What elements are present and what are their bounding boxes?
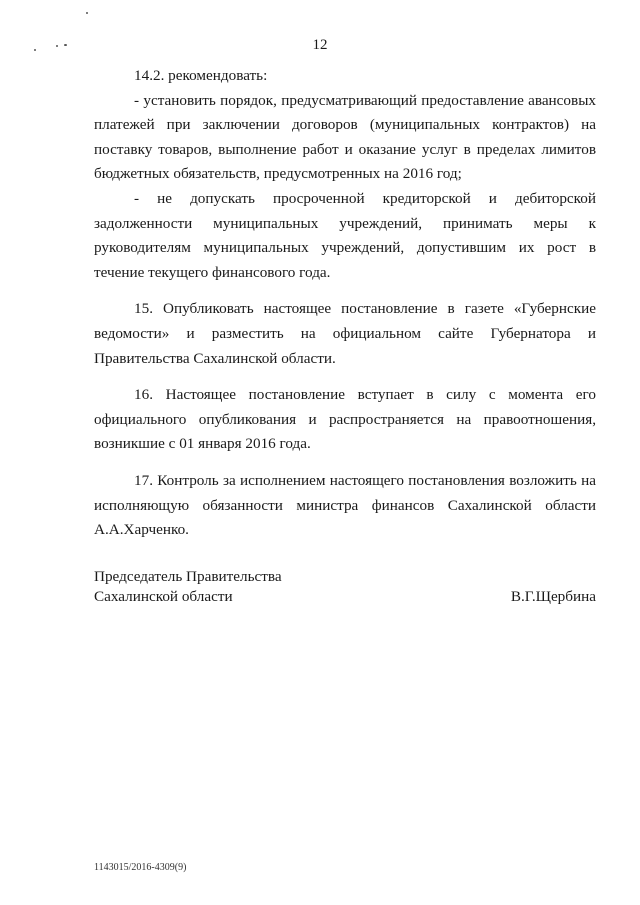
page-number: 12 <box>312 37 328 53</box>
paragraph-17: 17. Контроль за исполнением настоящего постановления возложить на исполняющую обязанности министра финансов Сахалинской области А.А.Харченко. <box>94 471 596 539</box>
document-body <box>94 64 596 543</box>
paragraph-14-2: 14.2. рекомендовать: <box>134 67 268 84</box>
signatory-title-line-1: Председатель Правительства <box>94 568 282 585</box>
document-code: 1143015/2016-4309(9) <box>94 862 187 873</box>
scan-speck <box>86 12 88 14</box>
paragraph-14-2-item-1: - установить порядок, предусматривающий предоставление авансовых платежей при заключении договоров (муниципальных контрактов) на поставку товаров, выполнение работ и оказание услуг в пределах лимитов бюджетных обязательств, предусмотренных на 2016 год; <box>94 91 596 183</box>
signatory-name: В.Г.Щербина <box>510 588 596 605</box>
signatory-title-line-2: Сахалинской области <box>94 588 233 605</box>
paragraph-14-2-item-2: - не допускать просроченной кредиторской и дебиторской задолженности муниципальных учреждений, принимать меры к руководителям муниципальных учреждений, допустившим их рост в течение текущего финансового года. <box>94 189 596 281</box>
paragraph-15: 15. Опубликовать настоящее постановление в газете «Губернские ведомости» и разместить на официальном сайте Губернатора и Правительства Сахалинской области. <box>94 300 596 367</box>
signature-block <box>94 567 596 607</box>
paragraph-16: 16. Настоящее постановление вступает в силу с момента его официального опубликования и распространяется на правоотношения, возникшие с 01 января 2016 года. <box>94 386 596 453</box>
